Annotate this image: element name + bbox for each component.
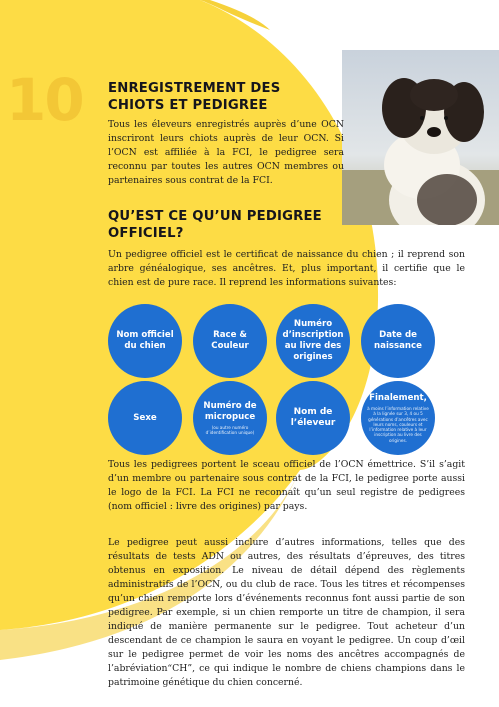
circle-note: à moins l’information relative à la lignée sur 3, 4 ou 5 générations d’ancêtres avec leurs noms, couleurs et l’information relative à leur inscription au livre des origines.	[367, 406, 429, 443]
water-dog-image	[342, 50, 499, 225]
dog-photo	[342, 50, 499, 225]
circle-label: Numéro d’inscription au livre des origines	[282, 319, 344, 362]
circle-label: Race & Couleur	[211, 330, 249, 351]
circle-note: (ou autre numéro d’identification unique)	[205, 424, 255, 435]
info-circle-lineage	[361, 381, 435, 455]
circle-label: Nom de l’éleveur	[290, 407, 336, 428]
chapter-title: ENREGISTREMENT DES CHIOTS ET PEDIGREE	[108, 81, 281, 113]
info-circle-breed-color	[193, 304, 267, 378]
section-title: QU’EST CE QU’UN PEDIGREE OFFICIEL?	[108, 209, 322, 241]
circle-label: Numéro de micropuce	[203, 400, 257, 422]
info-circle-dog-name	[108, 304, 182, 378]
circle-label: Sexe	[133, 412, 157, 423]
section-intro: Un pedigree officiel est le certificat de naissance du chien ; il reprend son arbre généalogique, ses ancêtres. Et, plus important, il certifie que le chien est de pure race. Il reprend les informations suivantes:	[108, 249, 465, 288]
circle-label: Date de naissance	[374, 330, 422, 351]
circle-label: Nom officiel du chien	[116, 330, 174, 351]
info-circle-sex	[108, 381, 182, 455]
circle-label: Finalement,	[369, 393, 427, 404]
info-circle-birth-date	[361, 304, 435, 378]
info-circle-breeder-name	[276, 381, 350, 455]
body-paragraph-2: Le pedigree peut aussi inclure d’autres informations, telles que des résultats de tests ADN ou autres, des résultats d’épreuves, des titres obtenus en exposition. Le niveau de détail dépend des règlements administratifs de l’OCN, ou du club de race. Tous les titres et récompenses qu’un chien remporte lors d’événements reconnus font aussi partie de son pedigree. Par exemple, si un chien remporte un titre de champion, il sera indiqué de manière permanente sur le pedigree. Tout acheteur d’un descendant de ce champion le saura en voyant le pedigree. Un coup d’œil sur le pedigree permet de voir les noms des ancêtres accompagnés de l’abréviation“CH”, ce qui indique le nombre de chiens champions dans le patrimoine génétique du chien concerné.	[108, 537, 465, 688]
chapter-number: 10	[6, 66, 83, 134]
body-paragraph-1: Tous les pedigrees portent le sceau officiel de l’OCN émettrice. S’il s’agit d’un membre ou partenaire sous contrat de la FCI, le pedigree porte aussi le logo de la FCI. La FCI ne reconnaît qu’un seul registre de pedigrees (nom officiel : livre des origines) par pays.	[108, 459, 465, 512]
chapter-intro: Tous les éleveurs enregistrés auprès d’une OCN inscriront leurs chiots auprès de leur OCN. Si l’OCN est affiliée à la FCI, le pedigree sera reconnu par toutes les autres OCN membres ou partenaires sous contrat de la FCI.	[108, 119, 344, 186]
info-circle-microchip	[193, 381, 267, 455]
info-circle-registration-number	[276, 304, 350, 378]
